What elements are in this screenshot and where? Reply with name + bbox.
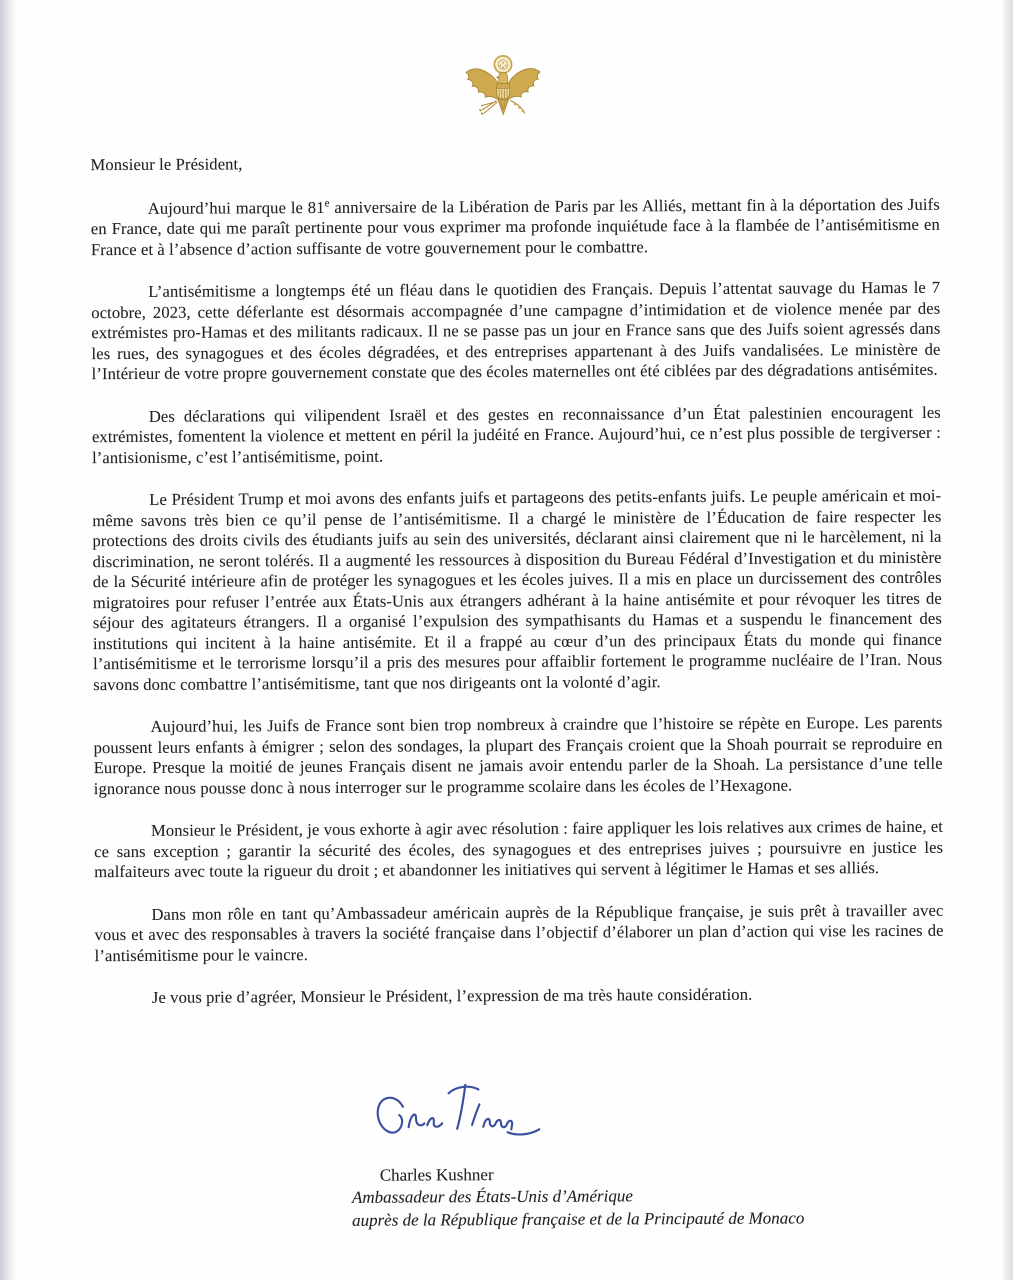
signature-block (351, 1078, 872, 1232)
salutation: Monsieur le Président, (90, 154, 243, 175)
signatory-name: Charles Kushner (379, 1165, 494, 1185)
signature-autograph-icon (361, 1080, 569, 1165)
signatory-title-line1: Ambassadeur des États-Unis d’Amérique (351, 1186, 633, 1207)
ordinal-superscript: e (324, 196, 330, 209)
letter-paragraph-3: Des déclarations qui vilipendent Israël et des gestes en reconnaissance d’un État palestinien encouragent les extrémistes, fomentent la violence et mettent en péril la judéité en France. Aujourd’hui, ce n’est plus possible de tergiverser : l’antisionisme, c’est l’antisémitisme, point. (91, 402, 941, 467)
letter-paragraph-1 (91, 194, 940, 260)
us-great-seal-icon (459, 50, 545, 134)
closing-line: Je vous prie d’agréer, Monsieur le Président, l’expression de ma très haute considération. (151, 984, 753, 1007)
signatory-title-line2: auprès de la République française et de la Principauté de Monaco (351, 1207, 805, 1230)
paragraph-text: Aujourd’hui marque le 81 (147, 197, 325, 218)
letter-paragraph-6: Monsieur le Président, je vous exhorte à agir avec résolution : faire appliquer les lois relatives aux crimes de haine, et ce sans exception ; garantir la sécurité des écoles, des synagogues et des entreprises juives ; poursuivre en justice les malfaiteurs avec toute la rigueur du droit ; et abandonner les initiatives qui servent à légitimer le Hamas et ses alliés. (94, 816, 944, 882)
letter-paragraph-7: Dans mon rôle en tant qu’Ambassadeur américain auprès de la République française, je suis prêt à travailler avec vous et avec des responsables à travers la société française dans l’objectif d’élaborer un plan d’action qui vise les racines de l’antisémitisme pour le vaincre. (94, 900, 944, 965)
letter-paragraph-2: L’antisémitisme a longtemps été un fléau dans le quotidien des Français. Depuis l’attentat sauvage du Hamas le 7 octobre, 2023, cette déferlante est désormais accompagnée d’une campagne d’intimidation et de violence menée par des extrémistes pro-Hamas et des militants radicaux. Il ne se passe pas un jour en France sans que des Juifs soient agressés dans les rues, des synagogues et des écoles dégradées, et des entreprises appartenant à des Juifs vandalisées. Le ministère de l’Intérieur de votre propre gouvernement constate que des écoles maternelles ont été ciblées par des dégradations antisémites. (91, 277, 941, 384)
letter-paragraph-5: Aujourd’hui, les Juifs de France sont bien trop nombreux à craindre que l’histoire se répète en Europe. Les parents poussent leurs enfants à émigrer ; selon des sondages, la plupart des Français croient que la Shoah pourrait se reproduire en Europe. Presque la moitié de jeunes Français disent ne jamais avoir entendu parler de la Shoah. La persistance d’une telle ignorance nous pousse donc à nous interroger sur le programme scolaire dans les écoles de l’Hexagone. (93, 712, 943, 798)
letter-body (90, 151, 943, 1009)
paragraph-text: anniversaire de la Libération de Paris par les Alliés, mettant fin à la déportation des Juifs en France, date qui me paraît pertinente pour vous exprimer ma profonde inquiétude face à la flambée de l’antisémitisme en France et à l’absence d’action suffisante de votre gouvernement pour le combattre. (90, 194, 940, 259)
letter-paragraph-4: Le Président Trump et moi avons des enfants juifs et partageons des petits-enfants juifs. Le peuple américain et moi-même savons très bien ce qu’il pense de l’antisémitisme. Il a chargé le ministère de l’Éducation de faire respecter les protections des droits civils des étudiants juifs au sein des universités, déclarant ainsi clairement que ni le harcèlement, ni la discrimination, ne seront tolérés. Il a augmenté les ressources à disposition du Bureau Fédéral d’Investigation et du ministère de la Sécurité intérieure afin de protéger les synagogues et les écoles juives. Il a mis en place un durcissement des contrôles migratoires pour refuser l’entrée aux États-Unis aux étrangers adhérant à la haine antisémite et pour révoquer les titres de séjour des agitateurs étrangers. Il a organisé l’expulsion des sympathisants du Hamas et a suspendu le financement des institutions qui incitent à la haine antisémite. Et il a frappé au cœur d’un des principaux États du monde qui finance l’antisémitisme et le terrorisme lorsqu’il a pris des mesures pour affaiblir fortement le programme nucléaire de l’Iran. Nous savons donc combattre l’antisémitisme, tant que nos dirigeants ont la volonté d’agir. (92, 485, 943, 694)
